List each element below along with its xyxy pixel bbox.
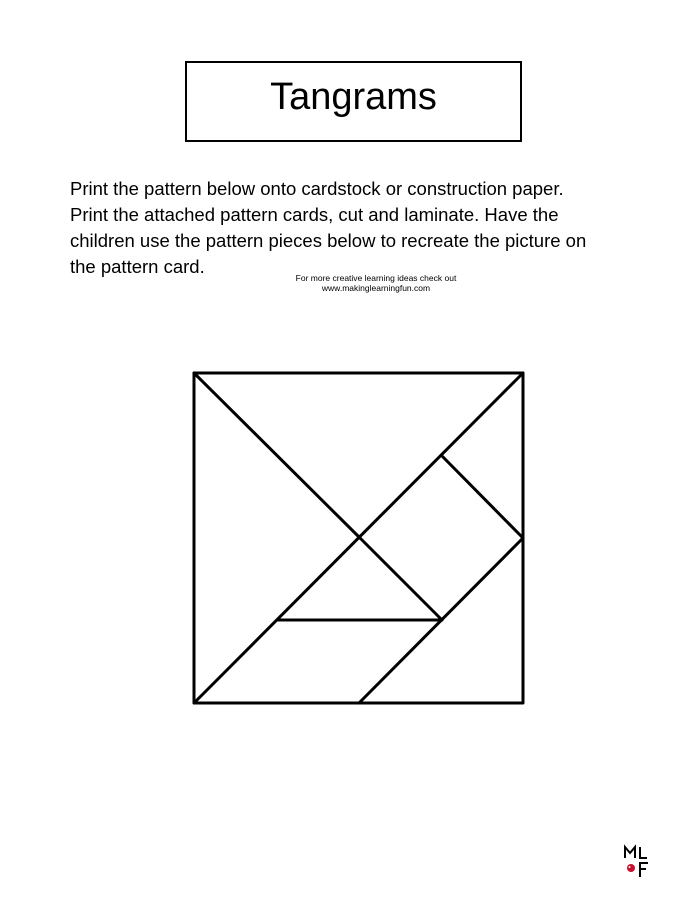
page-title: Tangrams bbox=[270, 75, 437, 118]
instruction-line-4: the pattern card. bbox=[70, 256, 205, 277]
instruction-line-1: Print the pattern below onto cardstock or construction paper. bbox=[70, 178, 564, 199]
credit-line-1: For more creative learning ideas check out bbox=[295, 273, 457, 283]
tangram-square-bottom-edge bbox=[360, 538, 442, 620]
tangram-long-slant bbox=[359, 538, 523, 703]
tangram-diagonal-main bbox=[194, 373, 523, 703]
instruction-line-3: children use the pattern pieces below to recreate the picture on bbox=[70, 230, 587, 251]
tangram-square-top-edge bbox=[442, 456, 523, 538]
instruction-line-2: Print the attached pattern cards, cut and laminate. Have the bbox=[70, 204, 559, 225]
title-box bbox=[185, 61, 522, 142]
credit-website: www.makinglearningfun.com bbox=[321, 283, 431, 293]
instructions-paragraph bbox=[70, 176, 670, 280]
tangram-diagonal-left bbox=[194, 373, 360, 538]
credit-note bbox=[226, 273, 526, 293]
tangram-outer-square bbox=[194, 373, 523, 703]
mlf-logo-icon bbox=[622, 844, 652, 878]
